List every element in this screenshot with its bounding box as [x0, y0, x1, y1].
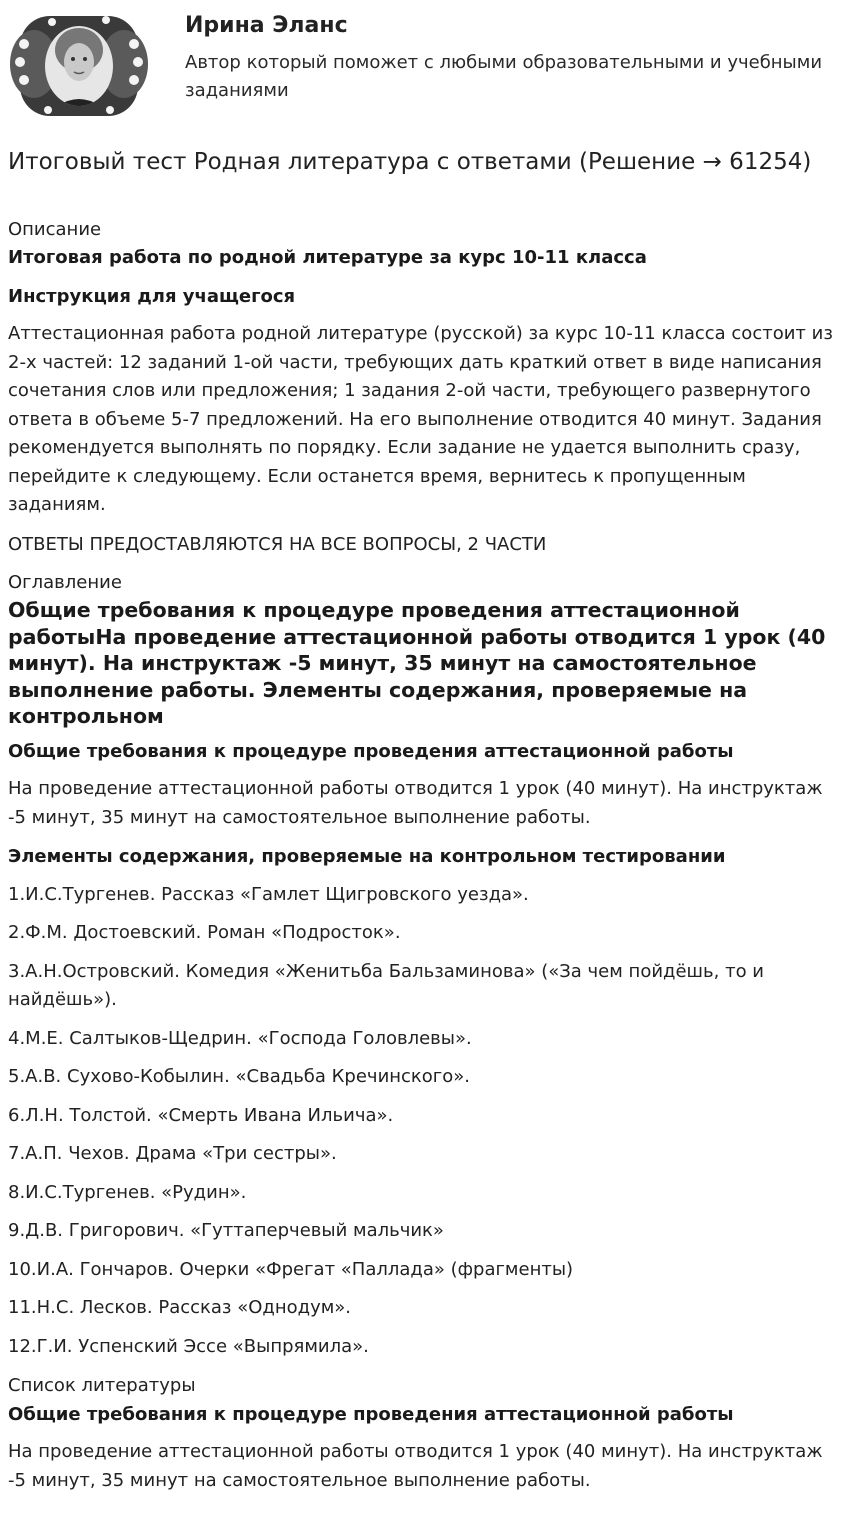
- toc-label: Оглавление: [8, 572, 122, 593]
- author-avatar: [8, 6, 150, 126]
- literature-label: Список литературы: [8, 1375, 196, 1396]
- author-name[interactable]: Ирина Эланс: [185, 13, 348, 38]
- answers-note: ОТВЕТЫ ПРЕДОСТАВЛЯЮТСЯ НА ВСЕ ВОПРОСЫ, 2 ЧАСТИ: [8, 534, 547, 555]
- requirements-text: На проведение аттестационной работы отводится 1 урок (40 минут). На инструктаж -5 минут, 35 минут на самостоятельное выполнение работы.: [8, 778, 823, 828]
- requirements-heading: Общие требования к процедуре проведения аттестационной работы: [8, 741, 734, 762]
- instruction-heading: Инструкция для учащегося: [8, 286, 296, 307]
- literature-text: На проведение аттестационной работы отводится 1 урок (40 минут). На инструктаж -5 минут, 35 минут на самостоятельное выполнение работы.: [8, 1441, 823, 1491]
- list-item: 1.И.С.Тургенев. Рассказ «Гамлет Щигровского уезда».: [8, 884, 529, 905]
- description-heading: Итоговая работа по родной литературе за курс 10-11 класса: [8, 247, 647, 268]
- author-description: Автор который поможет с любыми образовательными и учебными заданиями: [185, 52, 823, 101]
- list-item: 6.Л.Н. Толстой. «Смерть Ивана Ильича».: [8, 1105, 394, 1126]
- list-item: 9.Д.В. Григорович. «Гуттаперчевый мальчик»: [8, 1220, 444, 1241]
- description-label: Описание: [8, 219, 102, 240]
- elements-heading: Элементы содержания, проверяемые на контрольном тестировании: [8, 846, 726, 867]
- list-item: 4.М.Е. Салтыков-Щедрин. «Господа Головлевы».: [8, 1028, 472, 1049]
- list-item: 5.А.В. Сухово-Кобылин. «Свадьба Кречинского».: [8, 1066, 471, 1087]
- literature-heading: Общие требования к процедуре проведения аттестационной работы: [8, 1404, 734, 1425]
- list-item: 12.Г.И. Успенский Эссе «Выпрямила».: [8, 1336, 369, 1357]
- list-item: 10.И.А. Гончаров. Очерки «Фрегат «Паллада» (фрагменты): [8, 1259, 574, 1280]
- list-item: 8.И.С.Тургенев. «Рудин».: [8, 1182, 247, 1203]
- list-item: 3.А.Н.Островский. Комедия «Женитьба Бальзаминова» («За чем пойдёшь, то и найдёшь»).: [8, 961, 764, 1010]
- list-item: 7.А.П. Чехов. Драма «Три сестры».: [8, 1143, 337, 1164]
- list-item: 11.Н.С. Лесков. Рассказ «Однодум».: [8, 1297, 352, 1318]
- list-item: 2.Ф.М. Достоевский. Роман «Подросток».: [8, 922, 401, 943]
- toc-summary: Общие требования к процедуре проведения аттестационной работыНа проведение аттестационной работы отводится 1 урок (40 минут). На инструктаж -5 минут, 35 минут на самостоятельное выполнение работы. Элементы содержания, проверяемые на контрольном: [8, 598, 826, 728]
- instruction-text: Аттестационная работа родной литературе (русской) за курс 10-11 класса состоит из 2-х частей: 12 заданий 1-ой части, требующих дать краткий ответ в виде написания сочетания слов или предложения; 1 задания 2-ой части, требующего развернутого ответа в объеме 5-7 предложений. На его выполнение отводится 40 минут. Задания рекомендуется выполнять по порядку. Если задание не удается выполнить сразу, перейдите к следующему. Если останется время, вернитесь к пропущенным заданиям.: [8, 323, 833, 515]
- document-title: Итоговый тест Родная литература с ответами (Решение → 61254): [8, 149, 812, 175]
